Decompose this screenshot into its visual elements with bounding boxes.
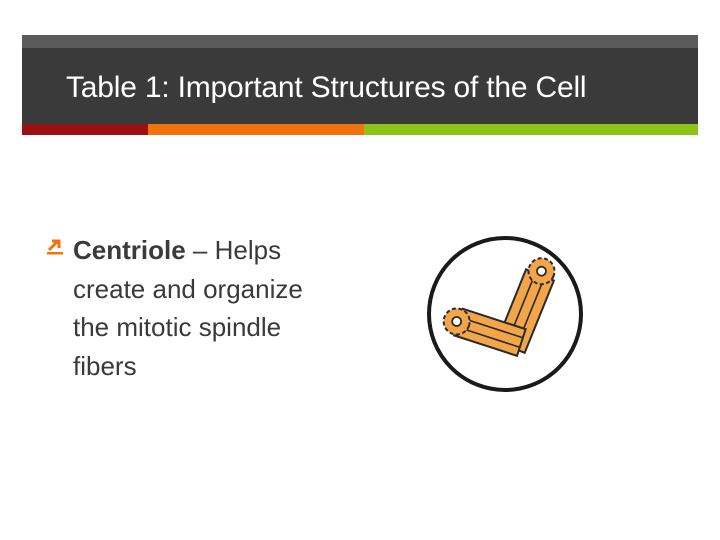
bullet-dash: – [185, 235, 215, 265]
bullet-text [73, 231, 343, 385]
bullet-term: Centriole [73, 235, 186, 265]
centriole-icon [425, 234, 585, 394]
accent-strip-orange [148, 124, 364, 135]
accent-strip-red [22, 124, 148, 135]
bullet-description: Helps create and organize the mitotic spindle fibers [73, 235, 303, 381]
accent-strip-green [364, 124, 698, 135]
arrow-up-right-icon [46, 237, 64, 255]
title-bar-top-accent [22, 35, 698, 48]
slide-title: Table 1: Important Structures of the Cell [66, 71, 587, 104]
title-bar [22, 35, 698, 124]
